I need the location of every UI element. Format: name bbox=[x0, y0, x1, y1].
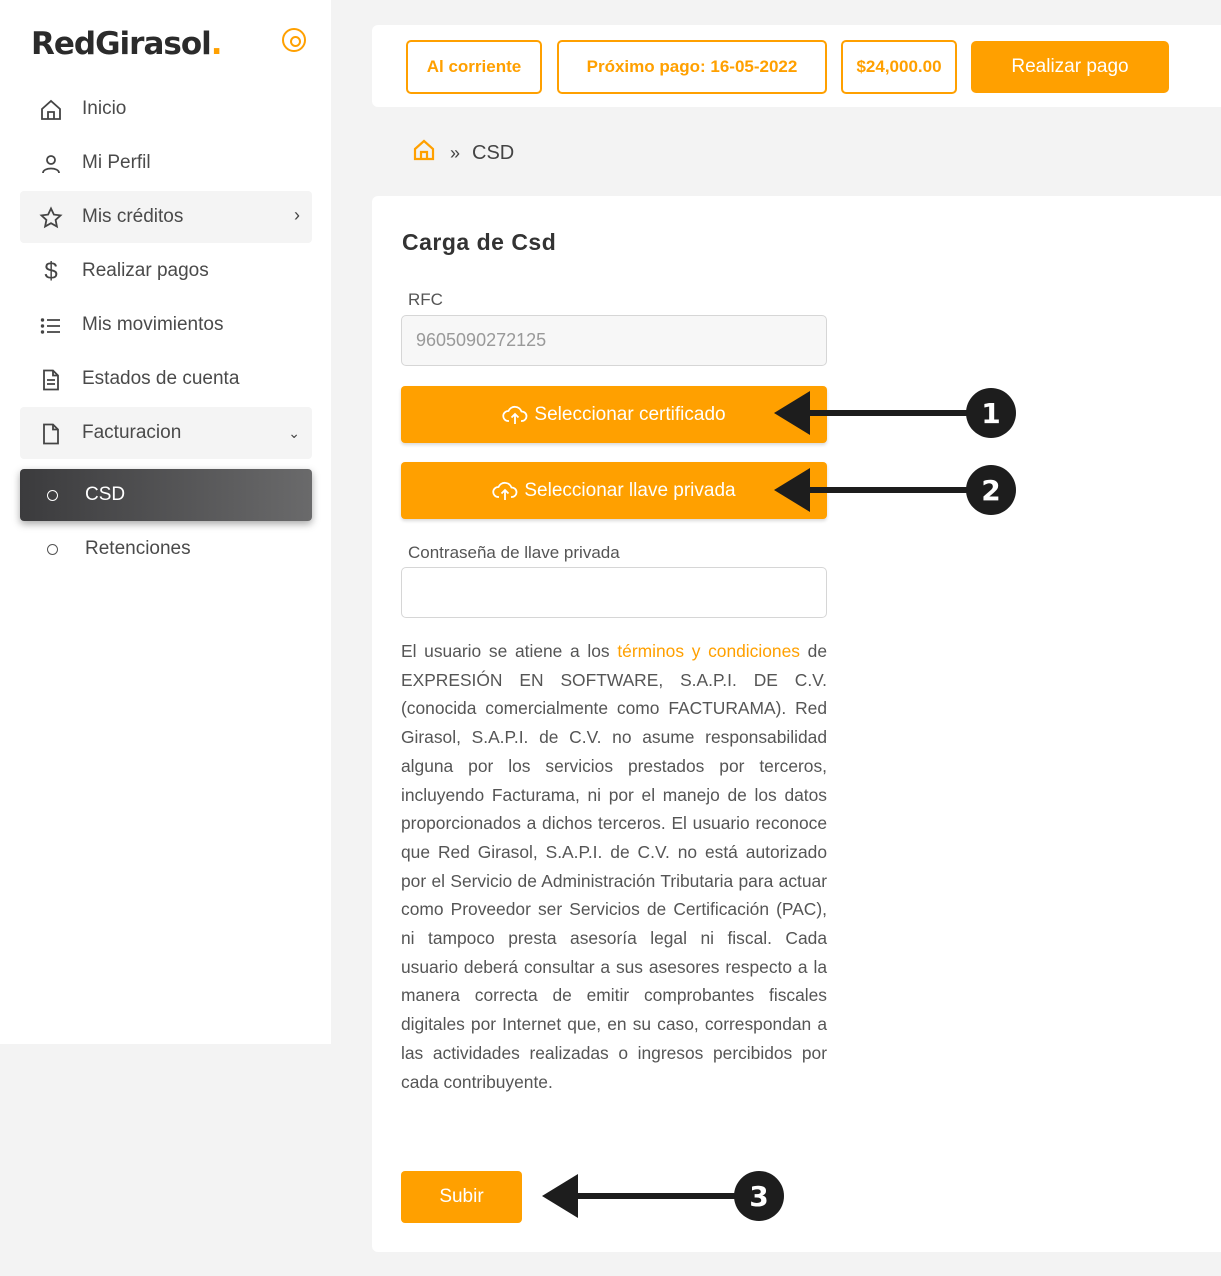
bullet-circle-icon bbox=[47, 490, 58, 501]
page-title: Carga de Csd bbox=[402, 229, 557, 255]
terms-text-after: de EXPRESIÓN EN SOFTWARE, S.A.P.I. DE C.V. (conocida comercialmente como FACTURAMA). Red Girasol, S.A.P.I. de C.V. no asume responsabilidad alguna por los servicios prestados por terceros, incluyendo Facturama, ni por el manejo de los datos proporcionados a dichos terceros. El usuario reconoce que Red Girasol, S.A.P.I. de C.V. no está autorizado por el Servicio de Administración Tributaria para actuar como Proveedor ser Servicios de Certificación (PAC), ni tampoco presta asesoría legal ni fiscal. Cada usuario deberá consultar a sus asesores respecto a la manera correcta de emitir comprobantes fiscales digitales por Internet que, en su caso, correspondan a las actividades realizadas o ingresos percibidos por cada contribuyente. bbox=[401, 641, 827, 1092]
sidebar-item-label: Inicio bbox=[82, 98, 127, 119]
annotation-arrow-3 bbox=[538, 1168, 738, 1224]
top-bar bbox=[372, 25, 1221, 107]
sidebar-item-estados-de-cuenta[interactable] bbox=[20, 353, 312, 405]
upload-cloud-icon bbox=[502, 404, 528, 426]
sidebar-item-label: Mi Perfil bbox=[82, 152, 151, 173]
breadcrumb-separator: » bbox=[450, 142, 461, 163]
sidebar-item-label: Facturacion bbox=[82, 422, 182, 443]
select-certificate-button[interactable] bbox=[401, 386, 827, 443]
select-private-key-button[interactable] bbox=[401, 462, 827, 519]
brand-logo[interactable] bbox=[31, 26, 222, 62]
upload-submit-button[interactable]: Subir bbox=[401, 1171, 522, 1223]
sidebar-item-label: CSD bbox=[85, 484, 126, 505]
dollar-icon: $ bbox=[44, 258, 58, 285]
sidebar-item-label: Mis créditos bbox=[82, 206, 184, 227]
annotation-badge-2: 2 bbox=[966, 465, 1016, 515]
private-key-password-field[interactable] bbox=[401, 567, 827, 618]
sidebar bbox=[0, 0, 331, 1044]
select-private-key-label: Seleccionar llave privada bbox=[524, 479, 736, 501]
home-icon bbox=[38, 97, 64, 123]
sidebar-item-facturacion[interactable] bbox=[20, 407, 312, 459]
sidebar-item-retenciones[interactable] bbox=[20, 523, 312, 575]
breadcrumb-current: CSD bbox=[472, 141, 515, 164]
next-payment-badge: Próximo pago: 16-05-2022 bbox=[557, 40, 827, 94]
sidebar-item-label: Mis movimientos bbox=[82, 314, 224, 335]
select-certificate-label: Seleccionar certificado bbox=[534, 403, 726, 425]
sidebar-item-inicio[interactable] bbox=[20, 83, 312, 135]
sidebar-item-label: Realizar pagos bbox=[82, 260, 209, 281]
sidebar-item-mi-perfil[interactable] bbox=[20, 137, 312, 189]
home-icon[interactable] bbox=[412, 138, 436, 168]
user-icon bbox=[38, 151, 64, 177]
breadcrumb bbox=[412, 138, 514, 168]
sidebar-item-label: Retenciones bbox=[85, 538, 191, 559]
rfc-label: RFC bbox=[408, 290, 443, 309]
sidebar-item-mis-movimientos[interactable] bbox=[20, 299, 312, 351]
terms-text-before: El usuario se atiene a los bbox=[401, 641, 618, 661]
file-icon bbox=[38, 421, 64, 447]
rfc-field[interactable] bbox=[401, 315, 827, 366]
sidebar-item-label: Estados de cuenta bbox=[82, 368, 240, 389]
sidebar-item-csd[interactable] bbox=[20, 469, 312, 521]
annotation-arrow-2 bbox=[770, 462, 970, 518]
brand-dot: . bbox=[210, 26, 222, 62]
list-icon bbox=[38, 313, 64, 339]
brand-name: RedGirasol bbox=[31, 26, 211, 62]
chevron-right-icon: › bbox=[294, 205, 300, 225]
sidebar-item-mis-creditos[interactable] bbox=[20, 191, 312, 243]
sidebar-item-realizar-pagos[interactable] bbox=[20, 245, 312, 297]
annotation-badge-1: 1 bbox=[966, 388, 1016, 438]
star-icon bbox=[38, 205, 64, 231]
terms-link[interactable]: términos y condiciones bbox=[617, 641, 800, 661]
private-key-password-label: Contraseña de llave privada bbox=[408, 543, 620, 562]
amount-badge: $24,000.00 bbox=[841, 40, 957, 94]
status-badge: Al corriente bbox=[406, 40, 542, 94]
make-payment-button[interactable]: Realizar pago bbox=[971, 41, 1169, 93]
upload-cloud-icon bbox=[492, 480, 518, 502]
annotation-arrow-1 bbox=[770, 385, 970, 441]
chevron-down-icon: ⌄ bbox=[288, 425, 300, 441]
document-icon bbox=[38, 367, 64, 393]
sidebar-toggle-icon[interactable] bbox=[282, 28, 306, 52]
terms-disclaimer bbox=[401, 637, 827, 1096]
bullet-circle-icon bbox=[47, 544, 58, 555]
annotation-badge-3: 3 bbox=[734, 1171, 784, 1221]
csd-upload-card bbox=[372, 196, 1221, 1252]
